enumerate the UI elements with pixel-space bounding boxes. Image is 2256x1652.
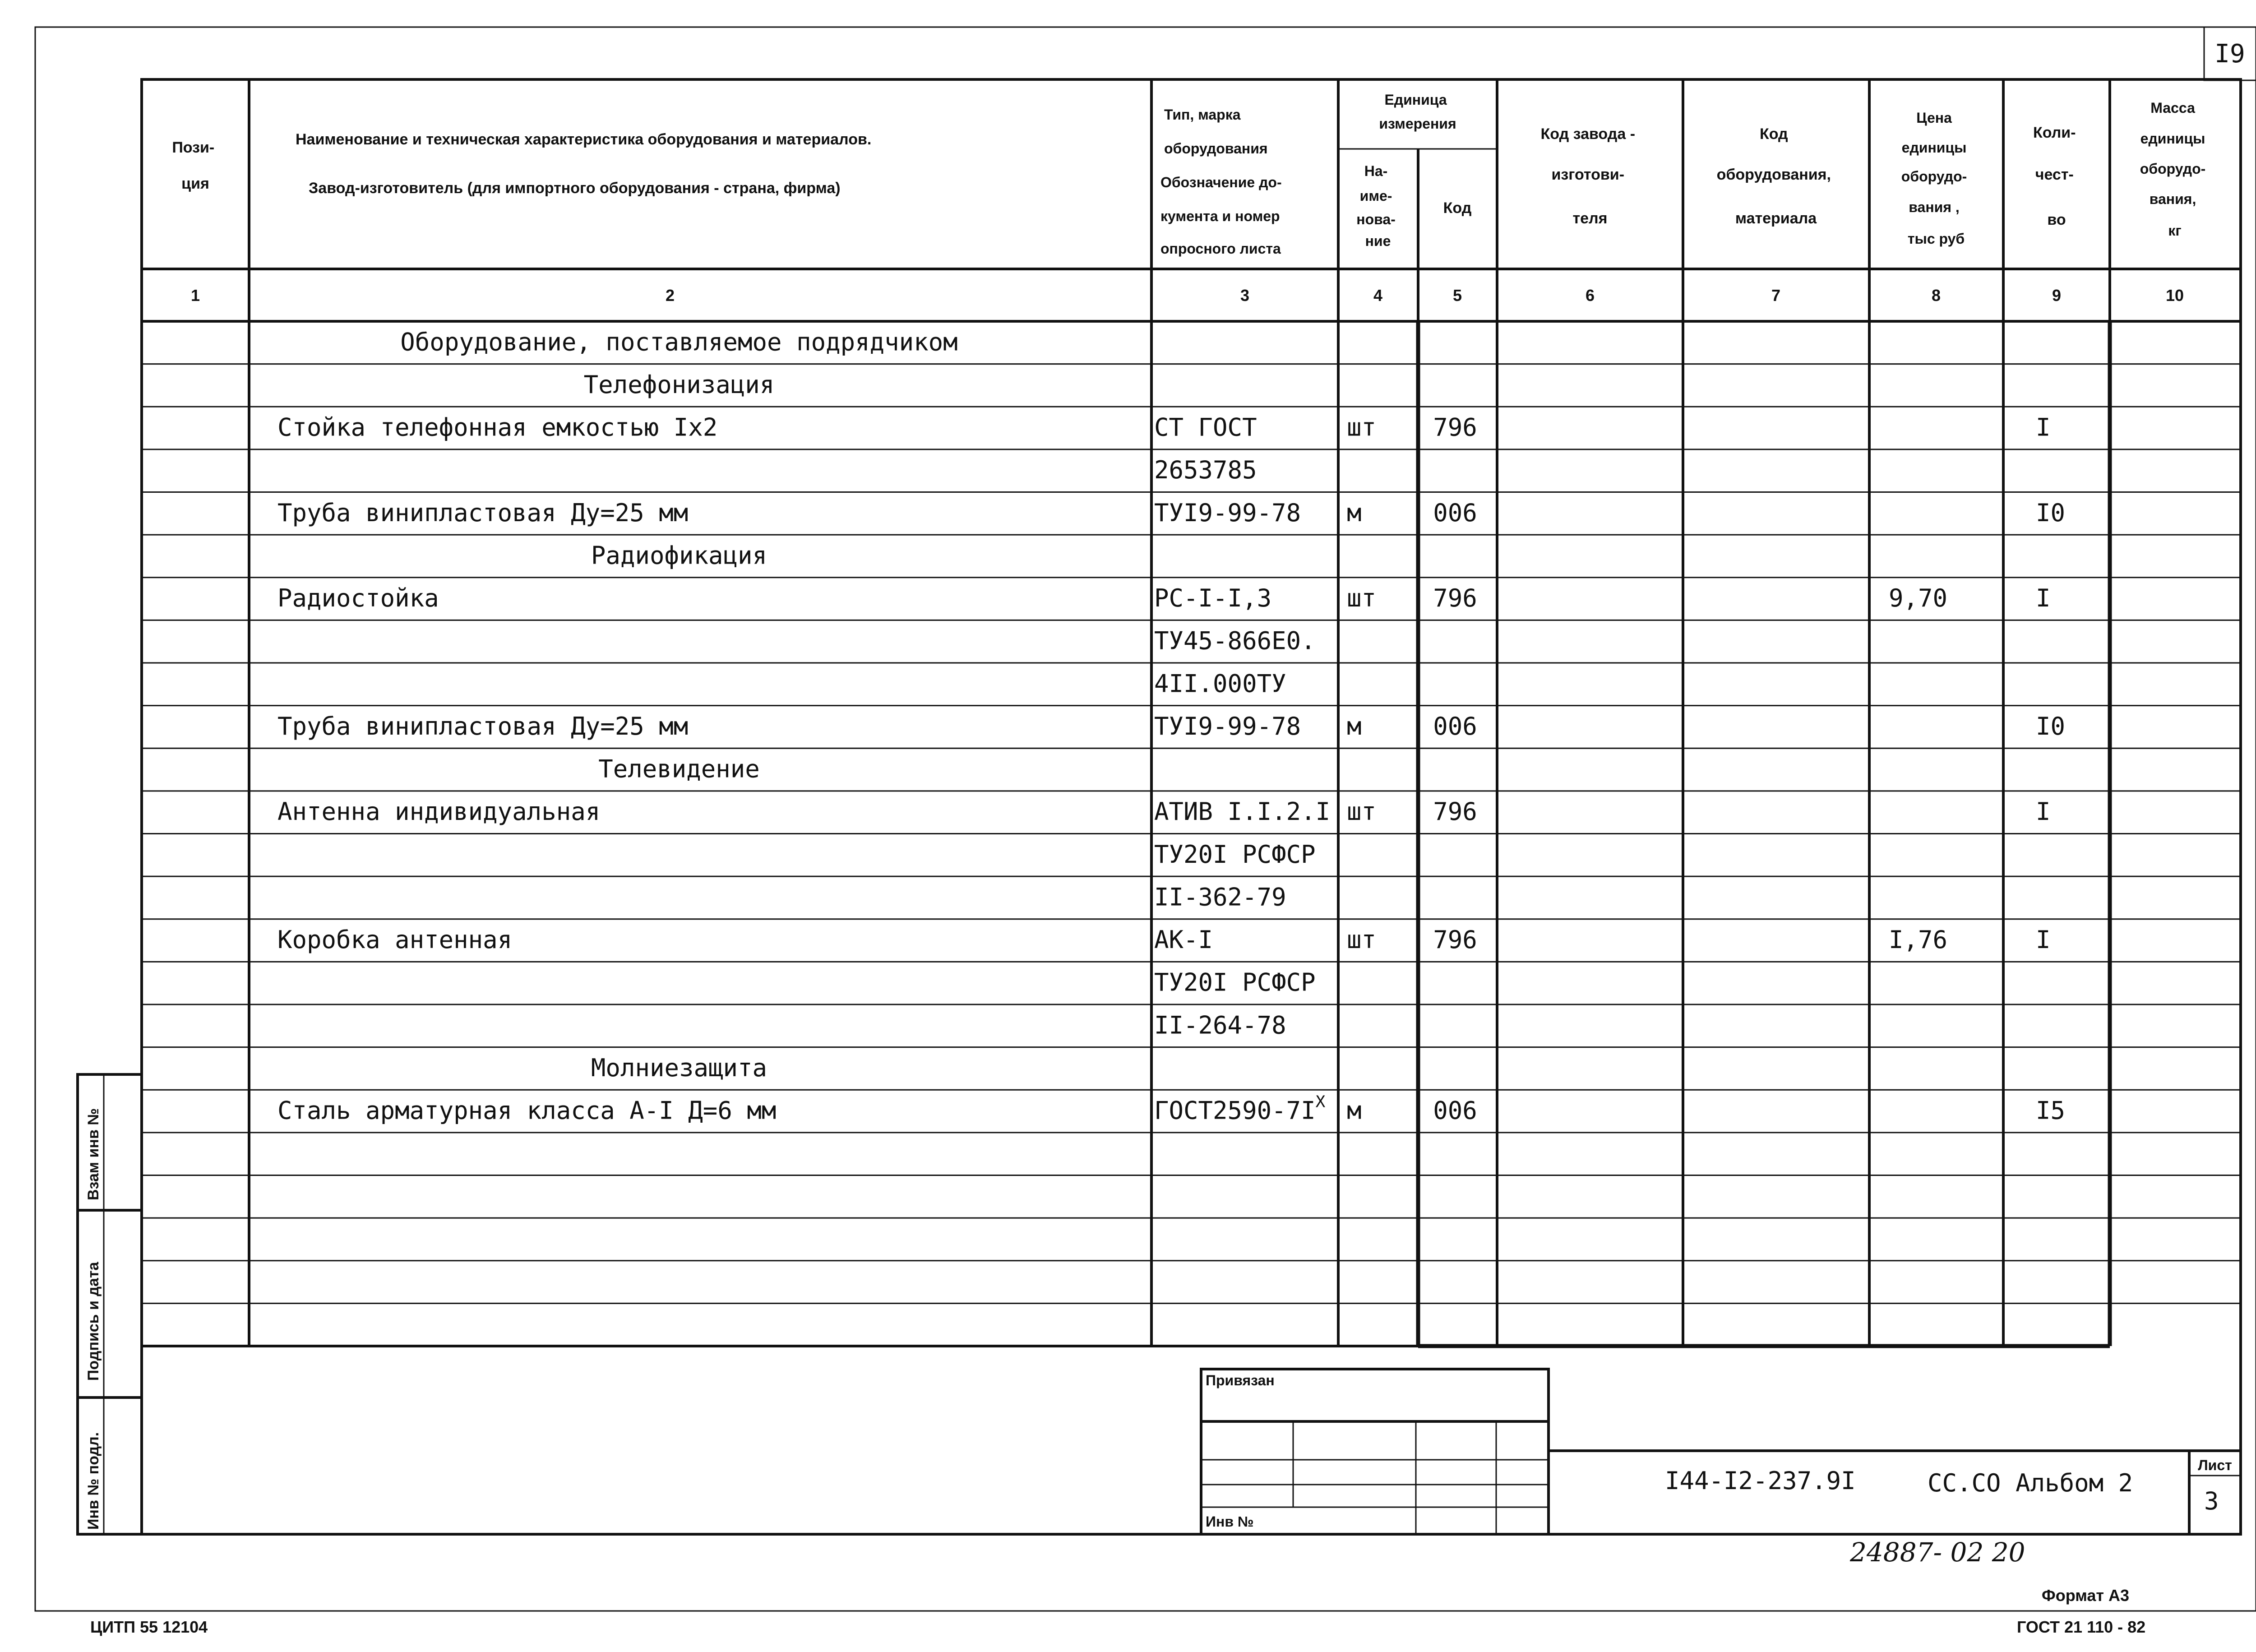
svg-text:Код оборудования, bbox=[1717, 125, 1835, 227]
item-unit: м bbox=[1347, 1096, 1362, 1125]
item-doc-superscript: Х bbox=[1315, 1092, 1326, 1111]
svg-text:Код завода - изготови- bbox=[1541, 125, 1640, 227]
table-row bbox=[1154, 456, 1257, 484]
stamp-sheet-number: 3 bbox=[2204, 1487, 2219, 1515]
header-col1-line2: ция bbox=[181, 175, 209, 192]
item-name: Труба винипластовая Ду=25 мм bbox=[277, 498, 689, 527]
header-col1-line1: Пози- bbox=[172, 139, 215, 156]
item-name: Коробка антенная bbox=[277, 925, 513, 954]
table-row bbox=[591, 541, 767, 569]
stamp-inv-no: Инв № bbox=[1206, 1513, 1254, 1530]
table-row bbox=[400, 328, 957, 356]
header-col10-line1: Масса bbox=[2150, 100, 2195, 116]
header-col6-line1: Код завода - bbox=[1540, 125, 1636, 143]
item-name: Труба винипластовая Ду=25 мм bbox=[277, 712, 689, 740]
header-col3-line4: кумента и номер bbox=[1160, 208, 1280, 224]
item-doc: ТУ20I РСФСР bbox=[1154, 968, 1316, 997]
header-col8-line5: тыс руб bbox=[1907, 231, 1965, 247]
table-row bbox=[1154, 883, 1286, 911]
table-row bbox=[277, 925, 2051, 954]
item-price: 9,70 bbox=[1889, 584, 1948, 613]
header-col8-line3: оборудо- bbox=[1901, 168, 1967, 185]
colnum-2: 2 bbox=[665, 286, 675, 305]
colnum-4: 4 bbox=[1373, 286, 1383, 305]
item-doc: 4II.000ТУ bbox=[1154, 669, 1286, 698]
section-heading: Телевидение bbox=[598, 754, 760, 783]
table-row bbox=[598, 755, 760, 783]
item-doc: 2653785 bbox=[1154, 456, 1257, 485]
item-unit-code: 796 bbox=[1433, 413, 1477, 442]
item-qty: I0 bbox=[2036, 498, 2066, 527]
header-col6-line3: теля bbox=[1572, 210, 1608, 227]
section-heading: Радиофикация bbox=[591, 541, 767, 570]
header-col6-line2: изготови- bbox=[1551, 166, 1625, 183]
item-qty: I bbox=[2036, 413, 2051, 442]
colnum-1: 1 bbox=[190, 286, 200, 305]
table-row bbox=[1154, 1011, 1286, 1039]
item-doc: РС-I-I,3 bbox=[1154, 584, 1272, 613]
header-col3-line1: Тип, марка bbox=[1164, 106, 1241, 123]
item-doc: АТИВ I.I.2.I bbox=[1154, 797, 1331, 826]
table-row bbox=[591, 1054, 767, 1082]
item-name: Радиостойка bbox=[277, 584, 439, 613]
item-doc: АК-I bbox=[1154, 925, 1213, 954]
header-col8-line2: единицы bbox=[1901, 139, 1967, 156]
item-unit: шт bbox=[1347, 797, 1377, 826]
item-unit: шт bbox=[1347, 584, 1377, 613]
table-row bbox=[584, 370, 775, 399]
header-col3-line2: оборудования bbox=[1164, 140, 1268, 157]
item-doc: СТ ГОСТ bbox=[1154, 413, 1257, 442]
header-col9-line1: Коли- bbox=[2033, 124, 2076, 141]
side-label-inv: Инв № подл. bbox=[85, 1432, 102, 1530]
item-qty: I bbox=[2036, 584, 2051, 613]
stamp-album: СС.СО Альбом 2 bbox=[1928, 1469, 2133, 1497]
header-col5: Код bbox=[1443, 199, 1472, 217]
header-col8-line4: вания , bbox=[1909, 199, 1960, 215]
stamp-sheet-label: Лист bbox=[2198, 1457, 2232, 1473]
item-unit-code: 006 bbox=[1433, 712, 1477, 740]
item-doc: II-264-78 bbox=[1154, 1011, 1286, 1040]
svg-text:Коли- чест- во bbox=[2033, 124, 2080, 228]
colnum-7: 7 bbox=[1771, 286, 1781, 305]
svg-text:Наименование и техническая хар bbox=[296, 131, 876, 197]
colnum-3: 3 bbox=[1240, 286, 1250, 305]
item-doc: ТУI9-99-78 bbox=[1154, 712, 1301, 740]
footer-standard: ГОСТ 21 110 - 82 bbox=[2017, 1618, 2146, 1636]
table-row bbox=[277, 413, 2051, 442]
item-qty: I bbox=[2036, 797, 2051, 826]
table-row bbox=[277, 584, 2051, 612]
item-name: Сталь арматурная класса А-I Д=6 мм bbox=[277, 1096, 777, 1125]
svg-text:Код bbox=[1443, 199, 1472, 217]
svg-text:Единица измерения bbox=[1379, 92, 1456, 132]
item-unit-code: 796 bbox=[1433, 797, 1477, 826]
header-col10-line4: вания, bbox=[2149, 191, 2196, 207]
header-col9-line2: чест- bbox=[2035, 166, 2074, 183]
item-doc: ТУ45-866Е0. bbox=[1154, 626, 1316, 655]
table-row bbox=[1154, 968, 1316, 997]
table-row bbox=[1154, 627, 1316, 655]
item-unit-code: 006 bbox=[1433, 1096, 1477, 1125]
column-numbers-row bbox=[191, 286, 2184, 305]
header-col10-line2: единицы bbox=[2140, 130, 2205, 147]
svg-text:Тип, марка оборудовани bbox=[1160, 106, 1285, 257]
header-col10-line5: кг bbox=[2168, 222, 2182, 239]
table-row bbox=[277, 712, 2065, 740]
colnum-6: 6 bbox=[1585, 286, 1595, 305]
header-col4-line4: ние bbox=[1365, 233, 1391, 249]
page-number-box bbox=[2204, 27, 2256, 80]
section-heading: Телефонизация bbox=[583, 370, 775, 399]
item-qty: I0 bbox=[2036, 712, 2066, 740]
item-unit: шт bbox=[1347, 413, 1377, 442]
item-qty: I5 bbox=[2036, 1096, 2066, 1125]
svg-text:Масса единицы bbox=[2140, 100, 2210, 239]
svg-text:На- име- нова- bbox=[1356, 163, 1399, 249]
header-col7-line2: оборудования, bbox=[1716, 166, 1831, 183]
item-unit-code: 796 bbox=[1433, 925, 1477, 954]
table-row bbox=[1154, 669, 1286, 698]
table-header bbox=[172, 92, 2210, 257]
item-qty: I bbox=[2036, 925, 2051, 954]
side-label-vzam: Взам инв № bbox=[85, 1108, 102, 1200]
item-unit-code: 796 bbox=[1433, 584, 1477, 613]
header-unit-group-line1: Единица bbox=[1384, 92, 1447, 108]
svg-text:Цена единицы о bbox=[1901, 110, 1971, 247]
side-strip bbox=[78, 1074, 142, 1534]
svg-text:Пози- ция bbox=[172, 139, 218, 192]
table-body bbox=[277, 328, 2065, 1124]
item-unit: м bbox=[1347, 712, 1362, 740]
colnum-9: 9 bbox=[2052, 286, 2062, 305]
item-doc: $ГОСТ2590-7I^Х$ bbox=[1154, 1092, 1326, 1125]
item-price: I,76 bbox=[1889, 925, 1948, 954]
item-doc: ТУI9-99-78 bbox=[1154, 498, 1301, 527]
header-col4-line3: нова- bbox=[1356, 211, 1396, 227]
footer-left: ЦИТП 55 12104 bbox=[90, 1618, 208, 1636]
item-unit-code: 006 bbox=[1433, 498, 1477, 527]
title-block bbox=[1201, 1369, 2241, 1534]
item-name: Антенна индивидуальная bbox=[277, 797, 601, 826]
section-heading: Молниезащита bbox=[591, 1053, 767, 1082]
footer-format: Формат А3 bbox=[2042, 1586, 2130, 1605]
stamp-doc-code: I44-I2-237.9I bbox=[1665, 1467, 1856, 1495]
colnum-10: 10 bbox=[2165, 286, 2184, 305]
page-number: I9 bbox=[2214, 39, 2245, 69]
item-name: Стойка телефонная емкостью Iх2 bbox=[277, 413, 718, 442]
section-heading: Оборудование, поставляемое подрядчиком bbox=[400, 328, 958, 356]
header-col4-line2: име- bbox=[1359, 188, 1392, 204]
header-col2-line1: Наименование и техническая характеристика оборудования и материалов. bbox=[296, 131, 872, 148]
header-col3-line3: Обозначение до- bbox=[1160, 174, 1282, 190]
colnum-5: 5 bbox=[1452, 286, 1462, 305]
item-doc: ТУ20I РСФСР bbox=[1154, 840, 1316, 869]
header-col7-line3: материала bbox=[1735, 210, 1817, 227]
header-col10-line3: оборудо- bbox=[2140, 161, 2206, 177]
colnum-8: 8 bbox=[1931, 286, 1941, 305]
table-row bbox=[277, 499, 2065, 527]
side-label-podpis: Подпись и дата bbox=[85, 1262, 102, 1381]
item-unit: м bbox=[1347, 498, 1362, 527]
table-row bbox=[277, 1093, 2065, 1125]
handwritten-number: 24887- 02 20 bbox=[1850, 1537, 2025, 1568]
table-row bbox=[1154, 840, 1316, 869]
spec-table bbox=[142, 79, 2241, 1534]
header-col4-line1: На- bbox=[1364, 163, 1388, 179]
stamp-privyazan: Привязан bbox=[1206, 1372, 1275, 1388]
header-col2-line2: Завод-изготовитель (для импортного оборудования - страна, фирма) bbox=[309, 180, 841, 197]
header-col7-line1: Код bbox=[1759, 125, 1788, 143]
table-row bbox=[277, 797, 2051, 826]
item-unit: шт bbox=[1347, 925, 1377, 954]
item-doc: II-362-79 bbox=[1154, 883, 1286, 912]
header-col3-line5: опросного листа bbox=[1160, 241, 1281, 257]
header-unit-group-line2: измерения bbox=[1379, 116, 1456, 132]
header-col9-line3: во bbox=[2047, 211, 2066, 228]
header-col8-line1: Цена bbox=[1916, 110, 1952, 126]
